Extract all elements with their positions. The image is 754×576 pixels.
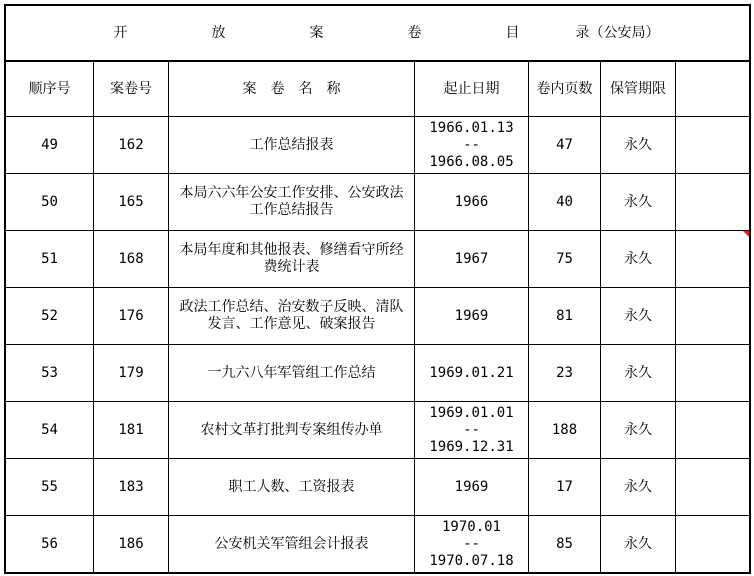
cell-file-no[interactable]: 176 [94,288,169,345]
table-row [6,117,750,174]
cell-file-no[interactable]: 179 [94,345,169,402]
cell-date-range[interactable] [415,516,529,573]
cell-retention[interactable]: 永久 [601,402,676,459]
cell-file-no[interactable]: 168 [94,231,169,288]
date-line: 1966.08.05 [429,153,514,170]
date-line: 1970.01 [441,518,501,535]
cell-empty[interactable] [676,459,750,516]
title-char: 卷 [407,24,422,41]
cell-page-count[interactable]: 40 [529,174,601,231]
cell-file-name[interactable] [169,288,415,345]
cell-seq[interactable]: 52 [6,288,94,345]
title-char: 目 [505,24,520,41]
cell-seq[interactable]: 53 [6,345,94,402]
date-line: 1969 [454,478,489,495]
cell-retention[interactable]: 永久 [601,288,676,345]
cell-page-count[interactable]: 75 [529,231,601,288]
title-char: 开 [113,24,128,41]
comment-indicator-icon[interactable] [743,231,749,237]
cell-file-no[interactable]: 165 [94,174,169,231]
table-row [6,174,750,231]
title-char: 案 [309,24,324,41]
file-name-line: 政法工作总结、治安数子反映、清队 [179,299,404,315]
header-file-name[interactable]: 案 卷 名 称 [169,61,415,117]
cell-date-range[interactable] [415,459,529,516]
header-date-range[interactable]: 起止日期 [415,61,529,117]
cell-date-range[interactable] [415,117,529,174]
cell-retention[interactable]: 永久 [601,516,676,573]
cell-page-count[interactable]: 81 [529,288,601,345]
cell-empty[interactable] [676,516,750,573]
header-seq[interactable]: 顺序号 [6,61,94,117]
file-name-line: 本局年度和其他报表、修缮看守所经 [179,242,404,258]
file-name-line: 工作总结报表 [249,136,334,153]
cell-page-count[interactable]: 188 [529,402,601,459]
cell-seq[interactable]: 56 [6,516,94,573]
cell-date-range[interactable] [415,231,529,288]
table-row [6,231,750,288]
cell-empty[interactable] [676,345,750,402]
cell-seq[interactable]: 54 [6,402,94,459]
table-row [6,516,750,573]
cell-file-no[interactable]: 162 [94,117,169,174]
cell-seq[interactable]: 50 [6,174,94,231]
cell-empty[interactable] [676,117,750,174]
title-char: 放 [211,24,226,41]
cell-seq[interactable]: 51 [6,231,94,288]
header-row [6,61,750,117]
cell-empty[interactable] [676,288,750,345]
cell-empty[interactable] [676,174,750,231]
file-name-line: 一九六八年军管组工作总结 [207,364,376,381]
date-line: 1967 [454,250,489,267]
file-name-line: 公安机关军管组会计报表 [214,535,369,552]
date-line: -- [463,136,480,153]
file-name-line: 发言、工作意见、破案报告 [207,316,376,332]
date-line: 1969.12.31 [429,438,514,455]
cell-date-range[interactable] [415,174,529,231]
header-file-no[interactable]: 案卷号 [94,61,169,117]
file-name-line: 本局六六年公安工作安排、公安政法 [179,185,404,201]
header-empty[interactable] [676,61,750,117]
cell-file-no[interactable]: 183 [94,459,169,516]
header-retention[interactable]: 保管期限 [601,61,676,117]
cell-retention[interactable]: 永久 [601,345,676,402]
cell-file-no[interactable]: 181 [94,402,169,459]
file-name-line: 工作总结报告 [249,202,334,218]
file-name-line: 职工人数、工资报表 [228,478,355,495]
cell-file-no[interactable]: 186 [94,516,169,573]
cell-empty[interactable] [676,402,750,459]
cell-file-name[interactable] [169,402,415,459]
table-row [6,402,750,459]
date-line: 1969 [454,307,489,324]
date-line: 1969.01.01 [429,404,514,421]
cell-date-range[interactable] [415,345,529,402]
title-char: 录（公安局） [575,24,660,41]
header-page-count[interactable]: 卷内页数 [529,61,601,117]
date-line: 1970.07.18 [429,552,514,569]
date-line: 1966 [454,193,489,210]
cell-retention[interactable]: 永久 [601,231,676,288]
cell-file-name[interactable] [169,174,415,231]
cell-file-name[interactable] [169,117,415,174]
table-row [6,459,750,516]
cell-page-count[interactable]: 47 [529,117,601,174]
cell-empty[interactable] [676,231,750,288]
cell-retention[interactable]: 永久 [601,117,676,174]
date-line: 1966.01.13 [429,119,514,136]
cell-file-name[interactable] [169,231,415,288]
file-name-line: 费统计表 [263,259,320,275]
date-line: -- [463,421,480,438]
cell-date-range[interactable] [415,402,529,459]
cell-file-name[interactable] [169,459,415,516]
cell-date-range[interactable] [415,288,529,345]
cell-page-count[interactable]: 23 [529,345,601,402]
title-row [6,6,750,62]
table-row [6,345,750,402]
cell-file-name[interactable] [169,516,415,573]
cell-page-count[interactable]: 85 [529,516,601,573]
cell-retention[interactable]: 永久 [601,459,676,516]
catalog-table [5,5,750,573]
table-row [6,288,750,345]
cell-retention[interactable]: 永久 [601,174,676,231]
cell-seq[interactable]: 55 [6,459,94,516]
page-title[interactable] [6,6,750,62]
cell-seq[interactable]: 49 [6,117,94,174]
cell-page-count[interactable]: 17 [529,459,601,516]
date-line: 1969.01.21 [429,364,514,381]
cell-file-name[interactable] [169,345,415,402]
file-name-line: 农村文革打批判专案组传办单 [200,421,383,438]
date-line: -- [463,535,480,552]
